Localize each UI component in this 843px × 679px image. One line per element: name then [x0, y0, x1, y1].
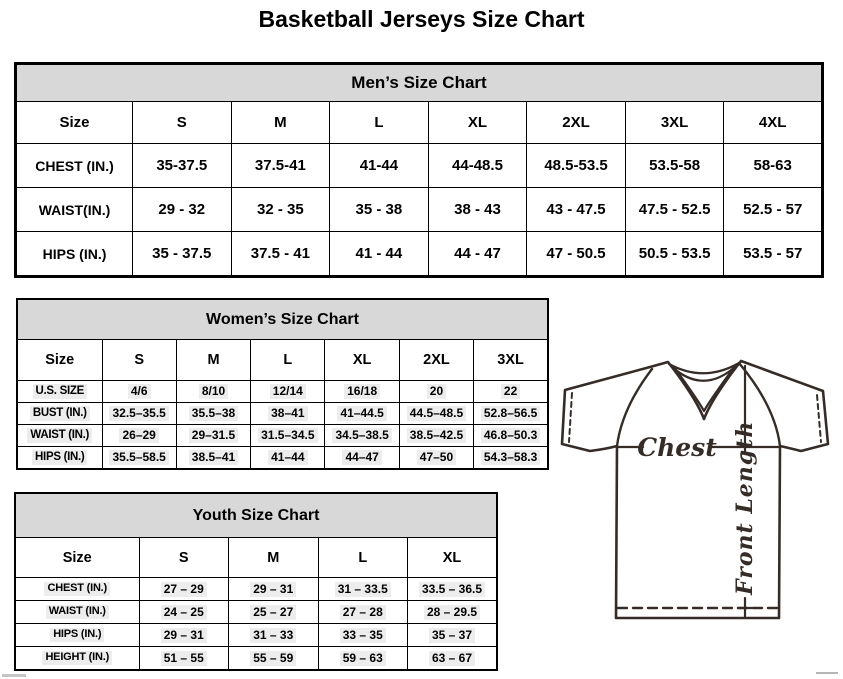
- col-header: L: [330, 102, 429, 144]
- size-cell: 35.5–58.5: [102, 447, 176, 470]
- row-label: WAIST (IN.): [17, 425, 102, 447]
- col-header: XL: [325, 340, 399, 381]
- size-cell: 41–44.5: [325, 403, 399, 425]
- scrollbar-fragment-right: [816, 672, 838, 674]
- size-cell: 53.5-58: [625, 144, 724, 188]
- scrollbar-fragment-left: [2, 674, 26, 677]
- womens-table-header-row: [17, 340, 548, 381]
- col-header: S: [139, 538, 229, 578]
- size-cell: 25 – 27: [229, 601, 319, 624]
- size-cell: 35.5–38: [176, 403, 250, 425]
- front-length-label: Front Length: [732, 420, 758, 595]
- size-cell: 29 – 31: [139, 624, 229, 647]
- size-cell: 37.5-41: [231, 144, 330, 188]
- col-header: S: [133, 102, 232, 144]
- col-header: M: [176, 340, 250, 381]
- row-label: CHEST (IN.): [16, 144, 133, 188]
- size-cell: 38.5–41: [176, 447, 250, 470]
- table-row: [15, 624, 497, 647]
- row-label: CHEST (IN.): [15, 578, 139, 601]
- col-header: Size: [16, 102, 133, 144]
- table-row: [16, 188, 823, 232]
- size-cell: 50.5 - 53.5: [625, 232, 724, 277]
- womens-table-title: Women’s Size Chart: [17, 299, 548, 340]
- size-cell: 20: [399, 381, 473, 403]
- size-cell: 52.5 - 57: [724, 188, 823, 232]
- table-row: [17, 425, 548, 447]
- size-cell: 22: [474, 381, 548, 403]
- table-row: [15, 647, 497, 671]
- size-cell: 44-48.5: [428, 144, 527, 188]
- col-header: 2XL: [399, 340, 473, 381]
- col-header: M: [231, 102, 330, 144]
- mens-table-title-row: [16, 64, 823, 102]
- size-cell: 31 – 33.5: [318, 578, 408, 601]
- size-cell: 38–41: [251, 403, 325, 425]
- size-cell: 44.5–48.5: [399, 403, 473, 425]
- size-cell: 35 – 37: [408, 624, 498, 647]
- size-cell: 46.8–50.3: [474, 425, 548, 447]
- jersey-measurement-diagram: [558, 356, 842, 652]
- size-cell: 29 – 31: [229, 578, 319, 601]
- size-cell: 35 - 37.5: [133, 232, 232, 277]
- row-label: HIPS (IN.): [15, 624, 139, 647]
- size-cell: 38.5–42.5: [399, 425, 473, 447]
- table-row: [17, 381, 548, 403]
- mens-table-title: Men’s Size Chart: [16, 64, 823, 102]
- col-header: XL: [408, 538, 498, 578]
- row-label: HIPS (IN.): [16, 232, 133, 277]
- size-cell: 41–44: [251, 447, 325, 470]
- col-header: 3XL: [474, 340, 548, 381]
- size-cell: 31 – 33: [229, 624, 319, 647]
- table-row: [16, 144, 823, 188]
- size-cell: 44 - 47: [428, 232, 527, 277]
- size-cell: 44–47: [325, 447, 399, 470]
- col-header: 3XL: [625, 102, 724, 144]
- size-cell: 48.5-53.5: [527, 144, 626, 188]
- table-row: [16, 232, 823, 277]
- col-header: Size: [17, 340, 102, 381]
- size-cell: 37.5 - 41: [231, 232, 330, 277]
- page-title: Basketball Jerseys Size Chart: [258, 6, 585, 32]
- col-header: L: [318, 538, 408, 578]
- col-header: S: [102, 340, 176, 381]
- youth-size-table: [14, 492, 498, 671]
- col-header: XL: [428, 102, 527, 144]
- size-cell: 35 - 38: [330, 188, 429, 232]
- size-cell: 27 – 29: [139, 578, 229, 601]
- size-cell: 16/18: [325, 381, 399, 403]
- size-cell: 51 – 55: [139, 647, 229, 671]
- col-header: 2XL: [527, 102, 626, 144]
- size-cell: 34.5–38.5: [325, 425, 399, 447]
- row-label: HEIGHT (IN.): [15, 647, 139, 671]
- left-cuff-dashed-line: [569, 393, 572, 442]
- table-row: [17, 447, 548, 470]
- size-cell: 8/10: [176, 381, 250, 403]
- youth-table-title: Youth Size Chart: [15, 493, 497, 538]
- size-cell: 47.5 - 52.5: [625, 188, 724, 232]
- col-header: M: [229, 538, 319, 578]
- womens-table-title-row: [17, 299, 548, 340]
- size-cell: 12/14: [251, 381, 325, 403]
- size-cell: 33 – 35: [318, 624, 408, 647]
- size-cell: 33.5 – 36.5: [408, 578, 498, 601]
- row-label: HIPS (IN.): [17, 447, 102, 470]
- size-cell: 53.5 - 57: [724, 232, 823, 277]
- size-cell: 31.5–34.5: [251, 425, 325, 447]
- size-cell: 26–29: [102, 425, 176, 447]
- size-cell: 58-63: [724, 144, 823, 188]
- col-header: L: [251, 340, 325, 381]
- mens-table-header-row: [16, 102, 823, 144]
- chest-label: Chest: [637, 433, 717, 462]
- size-cell: 29 - 32: [133, 188, 232, 232]
- size-cell: 54.3–58.3: [474, 447, 548, 470]
- size-cell: 41-44: [330, 144, 429, 188]
- table-row: [15, 578, 497, 601]
- jersey-outline-shape: [562, 361, 828, 618]
- size-cell: 63 – 67: [408, 647, 498, 671]
- size-cell: 35-37.5: [133, 144, 232, 188]
- size-cell: 29–31.5: [176, 425, 250, 447]
- youth-table-title-row: [15, 493, 497, 538]
- womens-size-table: [16, 298, 549, 470]
- row-label: WAIST(IN.): [16, 188, 133, 232]
- right-cuff-dashed-line: [817, 395, 821, 442]
- size-cell: 59 – 63: [318, 647, 408, 671]
- size-cell: 27 – 28: [318, 601, 408, 624]
- col-header: Size: [15, 538, 139, 578]
- size-cell: 55 – 59: [229, 647, 319, 671]
- size-cell: 32 - 35: [231, 188, 330, 232]
- size-cell: 47–50: [399, 447, 473, 470]
- table-row: [15, 601, 497, 624]
- size-cell: 28 – 29.5: [408, 601, 498, 624]
- size-cell: 38 - 43: [428, 188, 527, 232]
- size-cell: 32.5–35.5: [102, 403, 176, 425]
- size-cell: 43 - 47.5: [527, 188, 626, 232]
- youth-table-header-row: [15, 538, 497, 578]
- size-cell: 24 – 25: [139, 601, 229, 624]
- size-cell: 4/6: [102, 381, 176, 403]
- size-cell: 47 - 50.5: [527, 232, 626, 277]
- mens-size-table: [14, 62, 824, 278]
- table-row: [17, 403, 548, 425]
- row-label: WAIST (IN.): [15, 601, 139, 624]
- size-cell: 41 - 44: [330, 232, 429, 277]
- row-label: BUST (IN.): [17, 403, 102, 425]
- row-label: U.S. SIZE: [17, 381, 102, 403]
- col-header: 4XL: [724, 102, 823, 144]
- size-cell: 52.8–56.5: [474, 403, 548, 425]
